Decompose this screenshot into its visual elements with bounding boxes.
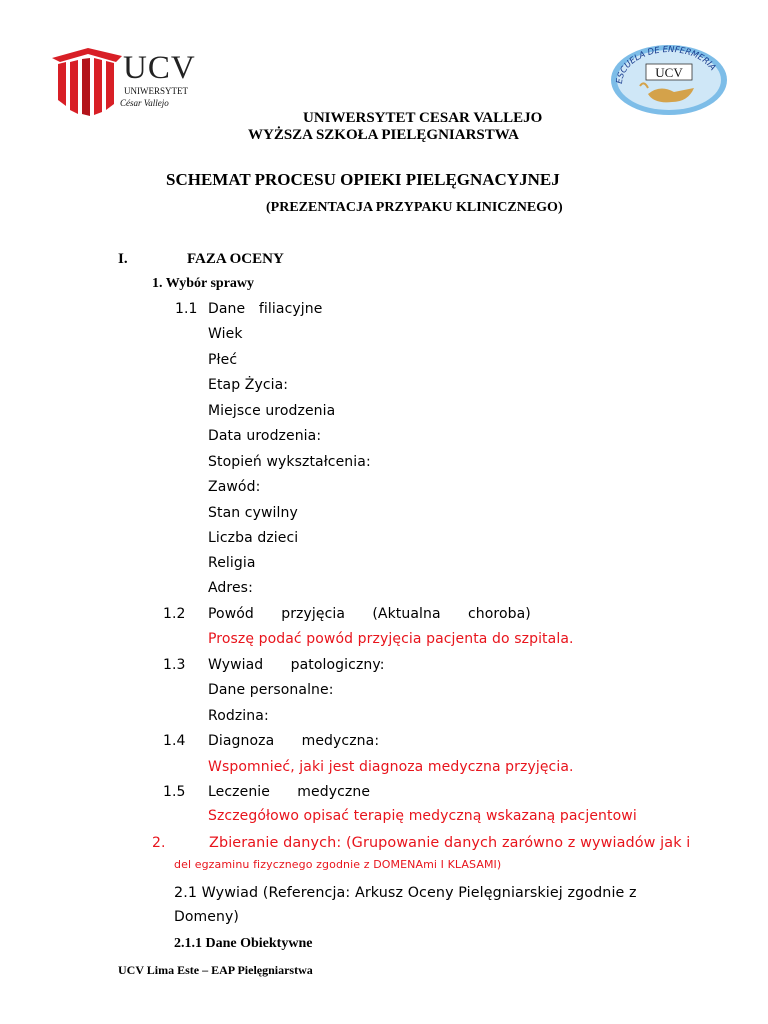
field-label: Płeć [208,352,238,368]
document-subtitle: (PREZENTACJA PRZYPAKU KLINICZNEGO) [266,200,563,215]
field-label: Dane personalne: [208,682,334,698]
instruction-note: Szczegółowo opisać terapię medyczną wskazaną pacjentowi [208,808,637,824]
section-2-label: Zbieranie danych: (Grupowanie danych zarówno z wywiadów jak i [209,835,691,851]
field-label: Miejsce urodzenia [208,403,336,419]
field-label: Liczba dzieci [208,530,299,546]
item-2-1-continued: Domeny) [174,909,239,925]
school-name: WYŻSZA SZKOŁA PIELĘGNIARSTWA [248,127,519,143]
seal-arc-text: ESCUELA DE ENFERMERIA [614,44,718,85]
section-1-label: FAZA OCENY [187,251,284,267]
page-footer: UCV Lima Este – EAP Pielęgniarstwa [118,963,313,977]
item-number: 1.1 [175,301,198,317]
university-name: UNIWERSYTET CESAR VALLEJO [303,110,543,126]
instruction-note: Proszę podać powód przyjęcia pacjenta do szpitala. [208,631,574,647]
logo-line-2: César Vallejo [120,98,169,108]
section-1-number: I. [118,251,128,267]
field-label: Zawód: [208,479,261,495]
section-2-label-continued: del egzaminu fizycznego zgodnie z DOMENAmi I KLASAMI) [174,858,502,871]
field-label: Data urodzenia: [208,428,322,444]
item-label: Powód przyjęcia (Aktualna choroba) [208,606,531,622]
item-label: Dane filiacyjne [208,301,323,317]
field-label: Stopień wykształcenia: [208,454,371,470]
item-label: Diagnoza medyczna: [208,733,380,749]
section-2-number: 2. [152,835,166,851]
item-2-1: 2.1 Wywiad (Referencja: Arkusz Oceny Pielęgniarskiej zgodnie z [174,885,637,901]
item-number: 1.2 [163,606,186,622]
item-number: 1.5 [163,784,186,800]
field-label: Rodzina: [208,708,269,724]
logo-name: UCV [123,50,196,86]
section-1-subheading: 1. Wybór sprawy [152,276,255,291]
item-label: Wywiad patologiczny: [208,657,385,673]
field-label: Adres: [208,580,253,596]
seal-center-text: UCV [655,65,683,80]
item-label: Leczenie medyczne [208,784,371,800]
item-number: 1.3 [163,657,186,673]
document-title: SCHEMAT PROCESU OPIEKI PIELĘGNACYJNEJ [166,170,560,189]
nursing-seal-icon [610,44,728,116]
item-number: 1.4 [163,733,186,749]
instruction-note: Wspomnieć, jaki jest diagnoza medyczna przyjęcia. [208,759,574,775]
item-2-1-1: 2.1.1 Dane Obiektywne [174,936,313,951]
field-label: Stan cywilny [208,505,298,521]
field-label: Etap Życia: [208,377,289,393]
logo-line-1: UNIWERSYTET [124,86,188,96]
field-label: Wiek [208,326,243,342]
field-label: Religia [208,555,256,571]
